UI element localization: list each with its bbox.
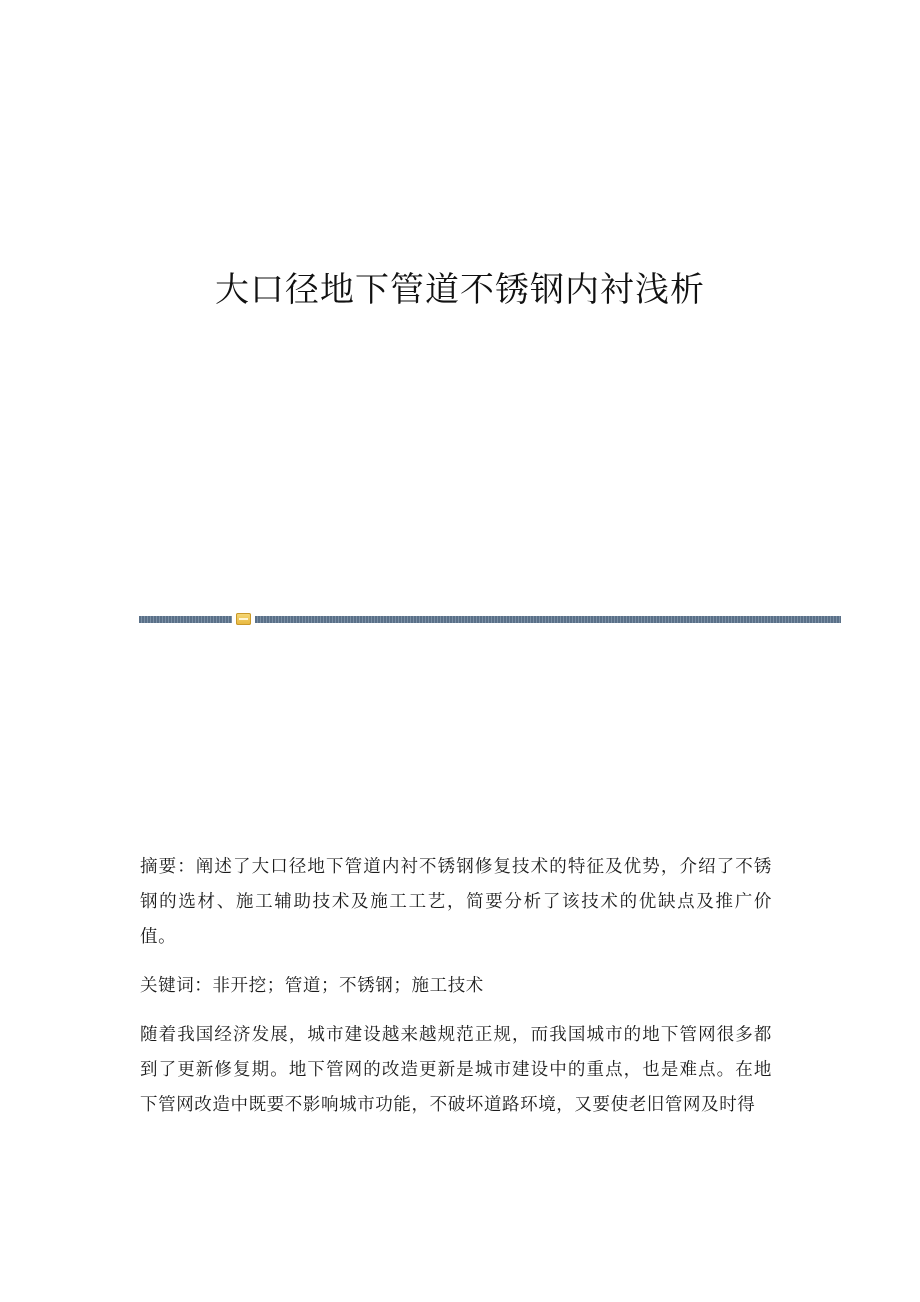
intro-paragraph: 随着我国经济发展，城市建设越来越规范正规，而我国城市的地下管网很多都到了更新修复期。地下管网的改造更新是城市建设中的重点，也是难点。在地下管网改造中既要不影响城市功能，不破坏道路环境，又要使老旧管网及时得	[140, 1025, 772, 1115]
divider-emblem-icon	[236, 613, 251, 625]
divider-bar-left	[139, 616, 232, 623]
document-title: 大口径地下管道不锈钢内衬浅析	[215, 270, 705, 310]
abstract-paragraph: 摘要：阐述了大口径地下管道内衬不锈钢修复技术的特征及优势，介绍了不锈钢的选材、施工辅助技术及施工工艺，简要分析了该技术的优缺点及推广价值。	[140, 857, 772, 947]
keywords-paragraph: 关键词：非开挖；管道；不锈钢；施工技术	[140, 976, 484, 996]
divider-bar-right	[255, 616, 841, 623]
document-body	[140, 850, 772, 1137]
section-divider	[139, 612, 841, 626]
